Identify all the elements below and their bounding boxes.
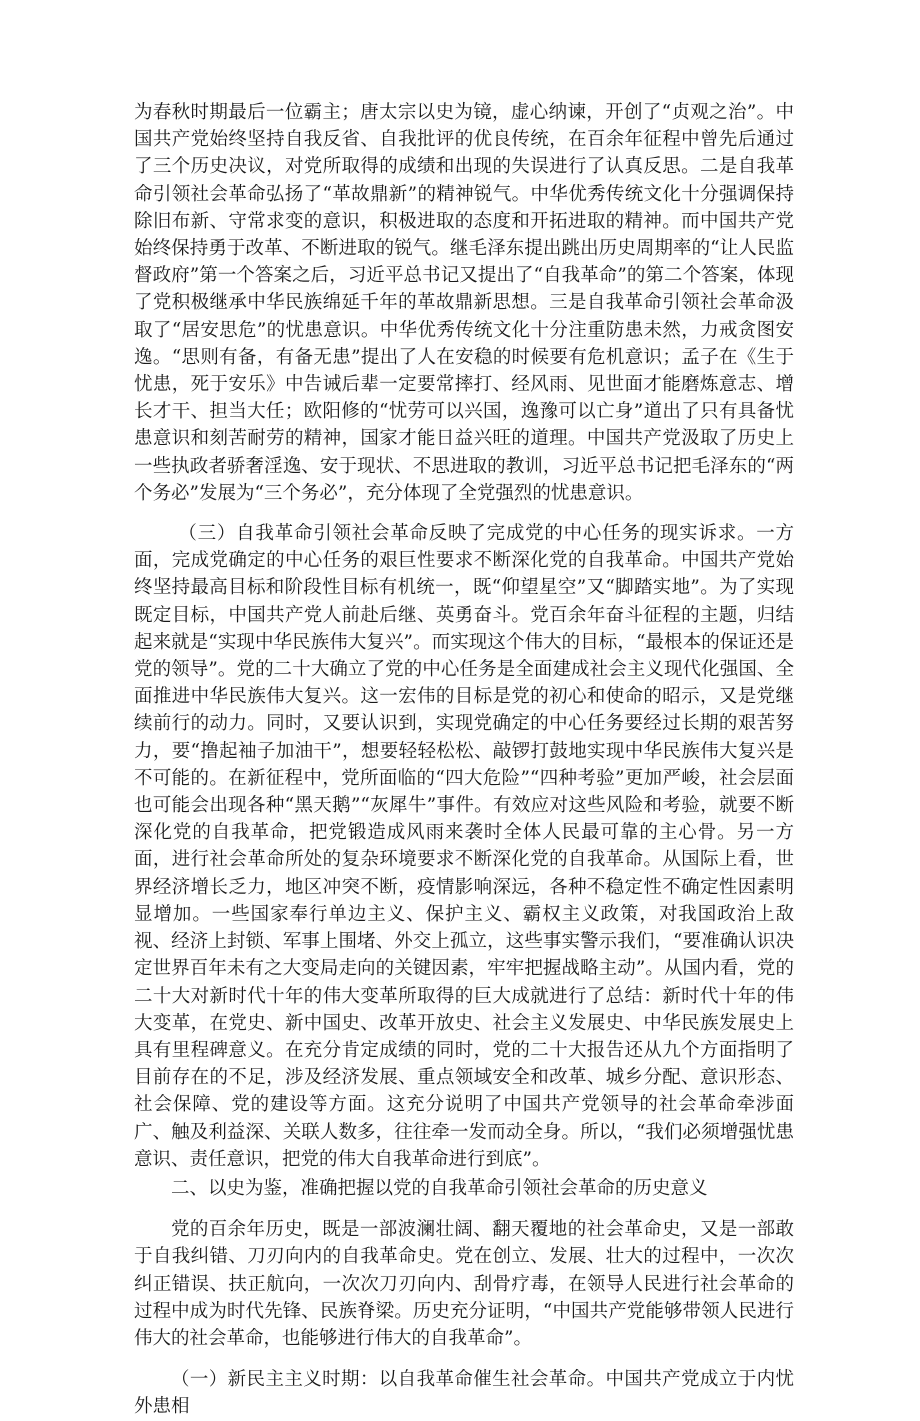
paragraph-central-task: （三）自我革命引领社会革命反映了完成党的中心任务的现实诉求。一方面，完成党确定的中心任务的艰巨性要求不断深化党的自我革命。中国共产党始终坚持最高目标和阶段性目标有机统一，既“仰望星空”又“脚踏实地”。为了实现既定目标，中国共产党人前赴后继、英勇奋斗。党百余年奋斗征程的主题，归结起来就是“实现中华民族伟大复兴”。而实现这个伟大的目标，“最根本的保证还是党的领导”。党的二十大确立了党的中心任务是全面建成社会主义现代化强国、全面推进中华民族伟大复兴。这一宏伟的目标是党的初心和使命的昭示，又是党继续前行的动力。同时，又要认识到，实现党确定的中心任务要经过长期的艰苦努力，要“撸起袖子加油干”，想要轻轻松松、敲锣打鼓地实现中华民族伟大复兴是不可能的。在新征程中，党所面临的“四大危险”“四种考验”更加严峻，社会层面也可能会出现各种“黑天鹅”“灰犀牛”事件。有效应对这些风险和考验，就要不断深化党的自我革命，把党锻造成风雨来袭时全体人民最可靠的主心骨。另一方面，进行社会革命所处的复杂环境要求不断深化党的自我革命。从国际上看，世界经济增长乏力，地区冲突不断，疫情影响深远，各种不稳定性不确定性因素明显增加。一些国家奉行单边主义、保护主义、霸权主义政策，对我国政治上敌视、经济上封锁、军事上围堵、外交上孤立，这些事实警示我们，“要准确认识决定世界百年未有之大变局走向的关键因素，牢牢把握战略主动”。从国内看，党的二十大对新时代十年的伟大变革所取得的巨大成就进行了总结：新时代十年的伟大变革，在党史、新中国史、改革开放史、社会主义发展史、中华民族发展史上具有里程碑意义。在充分肯定成绩的同时，党的二十大报告还从九个方面指明了目前存在的不足，涉及经济发展、重点领域安全和改革、城乡分配、意识形态、社会保障、党的建设等方面。这充分说明了中国共产党领导的社会革命牵涉面广、触及利益深、关联人数多，往往牵一发而动全身。所以，“我们必须增强忧患意识、责任意识，把党的伟大自我革命进行到底”。 — [134, 523, 794, 1170]
paragraph-century-history: 党的百余年历史，既是一部波澜壮阔、翻天覆地的社会革命史，又是一部敢于自我纠错、刀刃向内的自我革命史。党在创立、发展、壮大的过程中，一次次纠正错误、扶正航向，一次次刀刃向内、刮骨疗毒，在领导人民进行社会革命的过程中成为时代先锋、民族脊梁。历史充分证明，“中国共产党能够带领人民进行伟大的社会革命，也能够进行伟大的自我革命”。 — [134, 1219, 794, 1349]
section-heading-history: 二、以史为鉴，准确把握以党的自我革命引领社会革命的历史意义 — [171, 1177, 708, 1199]
paragraph-new-democracy: （一）新民主主义时期：以自我革命催生社会革命。中国共产党成立于内忧外患相 — [134, 1369, 794, 1418]
paragraph-traditional-culture: 为春秋时期最后一位霸主；唐太宗以史为镜，虚心纳谏，开创了“贞观之治”。中国共产党始终坚持自我反省、自我批评的优良传统，在百余年征程中曾先后通过了三个历史决议，对党所取得的成绩和出现的失误进行了认真反思。二是自我革命引领社会革命弘扬了“革故鼎新”的精神锐气。中华优秀传统文化十分强调保持除旧布新、守常求变的意识，积极进取的态度和开拓进取的精神。而中国共产党始终保持勇于改革、不断进取的锐气。继毛泽东提出跳出历史周期率的“让人民监督政府”第一个答案之后，习近平总书记又提出了“自我革命”的第二个答案，体现了党积极继承中华民族绵延千年的革故鼎新思想。三是自我革命引领社会革命汲取了“居安思危”的忧患意识。中华优秀传统文化十分注重防患未然，力戒贪图安逸。“思则有备，有备无患”提出了人在安稳的时候要有危机意识；孟子在《生于忧患，死于安乐》中告诫后辈一定要常摔打、经风雨、见世面才能磨炼意志、增长才干、担当大任；欧阳修的“忧劳可以兴国，逸豫可以亡身”道出了只有具备忧患意识和刻苦耐劳的精神，国家才能日益兴旺的道理。中国共产党汲取了历史上一些执政者骄奢淫逸、安于现状、不思进取的教训，习近平总书记把毛泽东的“两个务必”发展为“三个务必”，充分体现了全党强烈的忧患意识。 — [134, 102, 794, 504]
document-body — [134, 99, 794, 1421]
